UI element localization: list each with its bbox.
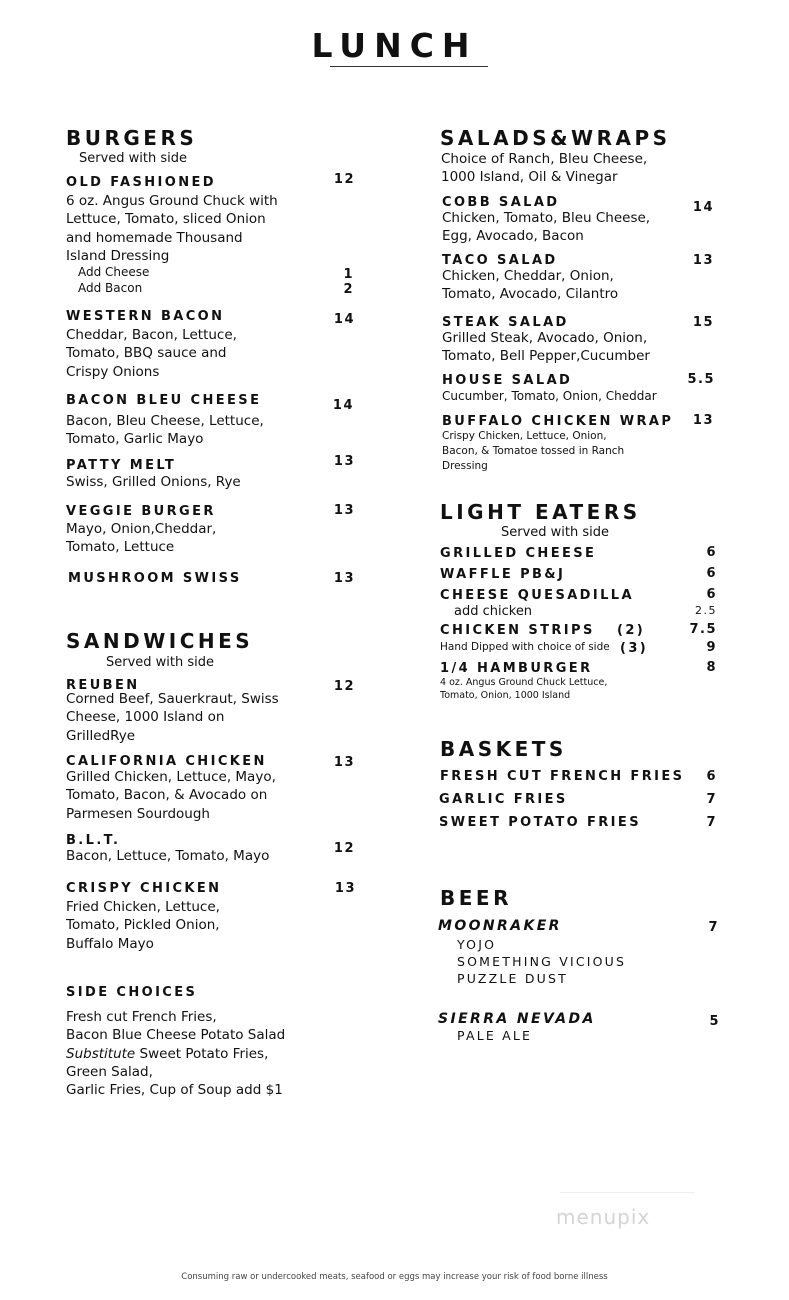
menu-item-name: CHEESE QUESADILLA <box>440 588 634 603</box>
menu-item-price: 6 <box>706 545 717 560</box>
menu-item-price: 8 <box>706 660 717 675</box>
menu-item-name: VEGGIE BURGER <box>66 504 216 519</box>
burgers-subtitle: Served with side <box>79 151 188 166</box>
menu-item-name: WESTERN BACON <box>66 309 225 324</box>
addon-label: Add Cheese <box>78 265 150 279</box>
baskets-heading: BASKETS <box>440 737 567 761</box>
menu-item-price: 13 <box>333 571 355 586</box>
menu-item-name: COBB SALAD <box>442 195 560 210</box>
sandwiches-subtitle: Served with side <box>106 655 215 670</box>
food-safety-footer: Consuming raw or undercooked meats, seafood or eggs may increase your risk of food borne illness <box>181 1272 608 1282</box>
menu-item-desc: Corned Beef, Sauerkraut, Swiss Cheese, 1000 Island on GrilledRye <box>66 691 279 744</box>
menu-item-name: WAFFLE PB&J <box>440 567 566 582</box>
side-choice-line <box>66 1045 285 1063</box>
menu-item-name: GRILLED CHEESE <box>440 546 597 561</box>
side-choice-text: Sweet Potato Fries, <box>135 1045 269 1062</box>
menu-item-desc: Cucumber, Tomato, Onion, Cheddar <box>442 389 657 403</box>
menu-item-price: 9 <box>706 640 717 655</box>
side-choice-line: Bacon Blue Cheese Potato Salad <box>66 1027 286 1044</box>
menu-item-price: 6 <box>706 769 717 784</box>
menu-item-name: 1/4 HAMBURGER <box>440 661 593 676</box>
menu-item-desc: Swiss, Grilled Onions, Rye <box>66 474 241 490</box>
menu-item-price: 5.5 <box>687 372 715 387</box>
menu-item-name: CALIFORNIA CHICKEN <box>66 754 267 769</box>
menu-item-name: REUBEN <box>66 678 140 693</box>
menu-item-price: 7 <box>706 815 717 830</box>
menu-item-price: 12 <box>333 679 355 694</box>
side-choice-line: Garlic Fries, Cup of Soup add $1 <box>66 1082 283 1099</box>
menu-item-price: 13 <box>334 881 356 896</box>
menu-item-price: 13 <box>333 503 355 518</box>
menu-item-desc: Grilled Steak, Avocado, Onion, Tomato, Bell Pepper,Cucumber <box>442 330 650 365</box>
light-eaters-subtitle: Served with side <box>501 525 610 540</box>
side-choice-line: Fresh cut French Fries, <box>66 1009 217 1025</box>
menu-item-price: 13 <box>333 454 355 469</box>
menu-item-price: 13 <box>692 253 714 268</box>
menu-item-desc: 6 oz. Angus Ground Chuck with Lettuce, Tomato, sliced Onion and homemade Thousand Island Dressing <box>66 193 278 264</box>
menu-item-desc: Chicken, Tomato, Bleu Cheese, Egg, Avocado, Bacon <box>442 210 651 245</box>
menu-item-name: STEAK SALAD <box>442 315 569 330</box>
menu-item-name: BACON BLEU CHEESE <box>66 393 262 408</box>
addon-label: add chicken <box>454 604 533 619</box>
burgers-heading: BURGERS <box>66 126 198 150</box>
light-eaters-heading: LIGHT EATERS <box>440 500 641 524</box>
beer-variety: PUZZLE DUST <box>457 971 568 986</box>
beer-name: SIERRA NEVADA <box>438 1011 596 1027</box>
menu-item-name: HOUSE SALAD <box>442 373 573 388</box>
addon-label: Add Bacon <box>78 281 143 295</box>
beer-list <box>457 936 626 987</box>
menu-item-price: 14 <box>332 398 354 413</box>
menu-item-price: 6 <box>706 566 717 581</box>
menu-item-name: CRISPY CHICKEN <box>66 881 222 896</box>
substitute-label: Substitute <box>66 1045 136 1062</box>
menu-item-price: 7.5 <box>689 622 717 637</box>
beer-variety: PALE ALE <box>457 1028 533 1043</box>
portion-count: (3) <box>620 641 649 656</box>
page-title: LUNCH <box>311 26 478 65</box>
menu-item-desc: Fried Chicken, Lettuce, Tomato, Pickled Onion, Buffalo Mayo <box>66 899 220 952</box>
menu-item-price: 13 <box>692 413 714 428</box>
menu-item-price: 13 <box>333 755 355 770</box>
addon-price: 2 <box>343 282 354 297</box>
beer-price: 5 <box>709 1014 720 1029</box>
salads-heading: SALADS&WRAPS <box>440 126 671 150</box>
side-choices-list <box>66 1008 285 1099</box>
beer-variety: SOMETHING VICIOUS <box>457 954 627 969</box>
menu-item-desc: Cheddar, Bacon, Lettuce, Tomato, BBQ sauce and Crispy Onions <box>66 327 237 380</box>
menu-item-note: Hand Dipped with choice of side <box>440 641 610 653</box>
menu-item-price: 7 <box>706 792 717 807</box>
menu-item-desc: Bacon, Lettuce, Tomato, Mayo <box>66 848 270 864</box>
menu-item-name: FRESH CUT FRENCH FRIES <box>440 769 685 784</box>
menu-item-price: 14 <box>333 312 355 327</box>
salads-subtitle: Choice of Ranch, Bleu Cheese, 1000 Island, Oil & Vinegar <box>441 151 648 186</box>
menu-item-desc: Grilled Chicken, Lettuce, Mayo, Tomato, Bacon, & Avocado on Parmesen Sourdough <box>66 769 276 822</box>
menu-item-desc: Bacon, Bleu Cheese, Lettuce, Tomato, Garlic Mayo <box>66 413 264 448</box>
menu-item-name: PATTY MELT <box>66 458 177 473</box>
menu-item-name: GARLIC FRIES <box>439 792 568 807</box>
addon-price: 2.5 <box>695 604 717 617</box>
portion-count: (2) <box>617 623 646 638</box>
menu-item-name: B.L.T. <box>66 833 121 848</box>
beer-variety: YOJO <box>457 937 497 952</box>
menu-item-desc: 4 oz. Angus Ground Chuck Lettuce, Tomato, Onion, 1000 Island <box>440 677 608 701</box>
menu-item-name: SWEET POTATO FRIES <box>439 815 641 830</box>
menu-item-price: 12 <box>333 172 355 187</box>
menu-item-name: CHICKEN STRIPS <box>440 623 595 638</box>
addon-price: 1 <box>343 267 354 282</box>
menu-item-desc: Chicken, Cheddar, Onion, Tomato, Avocado, Cilantro <box>442 268 619 303</box>
menu-item-name: OLD FASHIONED <box>66 175 216 190</box>
sandwiches-heading: SANDWICHES <box>66 629 254 653</box>
menu-item-desc: Crispy Chicken, Lettuce, Onion, Bacon, & Tomatoe tossed in Ranch Dressing <box>442 430 625 472</box>
menu-item-price: 6 <box>706 587 717 602</box>
menu-item-name: BUFFALO CHICKEN WRAP <box>442 414 674 429</box>
menu-item-name: MUSHROOM SWISS <box>68 571 242 586</box>
menupix-watermark: menupix <box>556 1205 651 1229</box>
title-underline <box>330 66 488 67</box>
beer-price: 7 <box>708 920 719 935</box>
watermark-rule <box>560 1192 695 1193</box>
side-choices-heading: SIDE CHOICES <box>66 985 198 1000</box>
menu-item-price: 14 <box>692 200 714 215</box>
side-choice-line: Green Salad, <box>66 1063 153 1080</box>
menu-item-price: 15 <box>692 315 714 330</box>
menu-item-price: 12 <box>333 841 355 856</box>
menu-item-name: TACO SALAD <box>442 253 558 268</box>
beer-name: MOONRAKER <box>438 918 562 934</box>
menu-item-desc: Mayo, Onion,Cheddar, Tomato, Lettuce <box>66 521 217 556</box>
beer-heading: BEER <box>440 886 512 910</box>
